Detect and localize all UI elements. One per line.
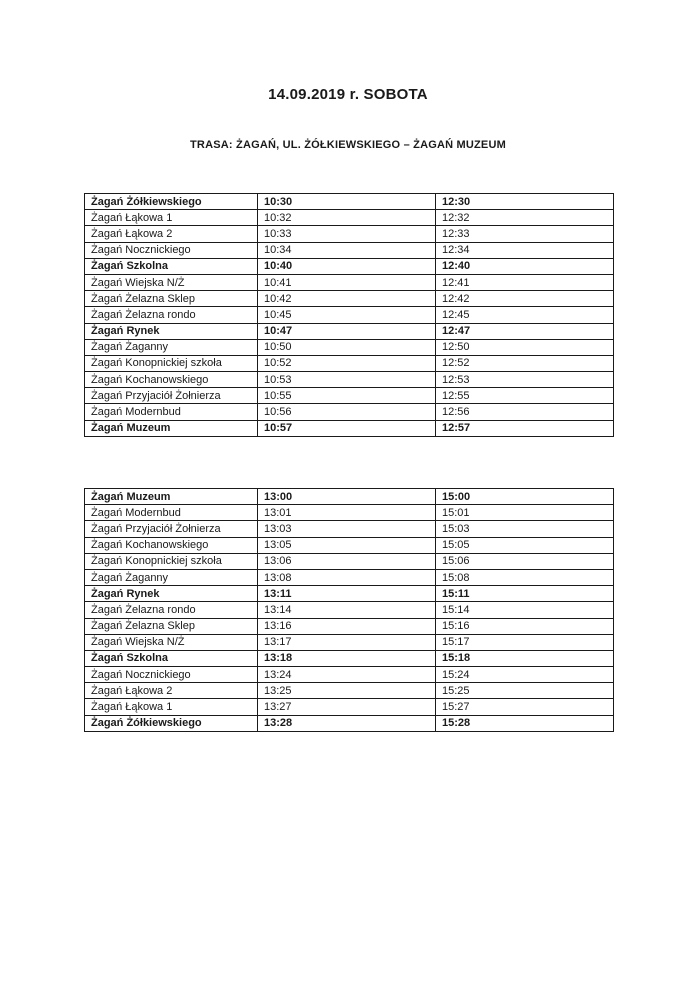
table-row [85, 226, 614, 242]
table-row [85, 291, 614, 307]
departure-time-cell: 12:33 [436, 226, 614, 242]
table-row [85, 569, 614, 585]
departure-time-cell: 10:30 [258, 194, 436, 210]
departure-time-cell: 12:42 [436, 291, 614, 307]
stop-name-cell: Żagań Konopnickiej szkoła [85, 355, 258, 371]
departure-time-cell: 15:18 [436, 650, 614, 666]
departure-time-cell: 13:00 [258, 489, 436, 505]
departure-time-cell: 10:45 [258, 307, 436, 323]
stop-name-cell: Żagań Rynek [85, 586, 258, 602]
departure-time-cell: 10:41 [258, 274, 436, 290]
departure-time-cell: 13:08 [258, 569, 436, 585]
table-row [85, 667, 614, 683]
table-row [85, 489, 614, 505]
table-row [85, 258, 614, 274]
route-subtitle: TRASA: ŻAGAŃ, UL. ŻÓŁKIEWSKIEGO – ŻAGAŃ MUZEUM [190, 139, 506, 151]
stop-name-cell: Żagań Przyjaciół Żołnierza [85, 388, 258, 404]
departure-time-cell: 10:53 [258, 372, 436, 388]
stop-name-cell: Żagań Muzeum [85, 489, 258, 505]
stop-name-cell: Żagań Łąkowa 2 [85, 683, 258, 699]
table-row [85, 323, 614, 339]
departure-time-cell: 15:08 [436, 569, 614, 585]
departure-time-cell: 15:14 [436, 602, 614, 618]
departure-time-cell: 10:42 [258, 291, 436, 307]
departure-time-cell: 13:05 [258, 537, 436, 553]
departure-time-cell: 12:32 [436, 210, 614, 226]
stop-name-cell: Żagań Modernbud [85, 404, 258, 420]
departure-time-cell: 15:11 [436, 586, 614, 602]
table-row [85, 537, 614, 553]
table-row [85, 683, 614, 699]
stop-name-cell: Żagań Żelazna rondo [85, 602, 258, 618]
departure-time-cell: 15:16 [436, 618, 614, 634]
departure-time-cell: 13:14 [258, 602, 436, 618]
departure-time-cell: 10:34 [258, 242, 436, 258]
table-row [85, 210, 614, 226]
timetable-outbound-body [85, 194, 614, 437]
departure-time-cell: 10:57 [258, 420, 436, 436]
stop-name-cell: Żagań Żelazna rondo [85, 307, 258, 323]
stop-name-cell: Żagań Nocznickiego [85, 667, 258, 683]
departure-time-cell: 10:50 [258, 339, 436, 355]
departure-time-cell: 12:55 [436, 388, 614, 404]
stop-name-cell: Żagań Kochanowskiego [85, 372, 258, 388]
table-row [85, 355, 614, 371]
departure-time-cell: 13:11 [258, 586, 436, 602]
table-row [85, 699, 614, 715]
departure-time-cell: 13:16 [258, 618, 436, 634]
table-row [85, 420, 614, 436]
table-row [85, 339, 614, 355]
table-row [85, 404, 614, 420]
departure-time-cell: 15:27 [436, 699, 614, 715]
departure-time-cell: 12:52 [436, 355, 614, 371]
stop-name-cell: Żagań Żelazna Sklep [85, 618, 258, 634]
stop-name-cell: Żagań Konopnickiej szkoła [85, 553, 258, 569]
departure-time-cell: 13:25 [258, 683, 436, 699]
stop-name-cell: Żagań Żółkiewskiego [85, 194, 258, 210]
stop-name-cell: Żagań Żaganny [85, 339, 258, 355]
departure-time-cell: 15:00 [436, 489, 614, 505]
departure-time-cell: 13:03 [258, 521, 436, 537]
stop-name-cell: Żagań Szkolna [85, 258, 258, 274]
departure-time-cell: 15:17 [436, 634, 614, 650]
stop-name-cell: Żagań Łąkowa 2 [85, 226, 258, 242]
table-row [85, 521, 614, 537]
departure-time-cell: 10:55 [258, 388, 436, 404]
timetable-return-body [85, 489, 614, 732]
stop-name-cell: Żagań Łąkowa 1 [85, 210, 258, 226]
table-row [85, 586, 614, 602]
departure-time-cell: 12:56 [436, 404, 614, 420]
stop-name-cell: Żagań Żaganny [85, 569, 258, 585]
departure-time-cell: 12:45 [436, 307, 614, 323]
table-row [85, 602, 614, 618]
departure-time-cell: 13:17 [258, 634, 436, 650]
departure-time-cell: 13:27 [258, 699, 436, 715]
departure-time-cell: 15:25 [436, 683, 614, 699]
departure-time-cell: 12:40 [436, 258, 614, 274]
departure-time-cell: 15:05 [436, 537, 614, 553]
departure-time-cell: 12:57 [436, 420, 614, 436]
stop-name-cell: Żagań Żółkiewskiego [85, 715, 258, 731]
departure-time-cell: 10:52 [258, 355, 436, 371]
departure-time-cell: 15:01 [436, 505, 614, 521]
departure-time-cell: 15:06 [436, 553, 614, 569]
departure-time-cell: 15:24 [436, 667, 614, 683]
timetable-return [84, 488, 614, 732]
table-row [85, 274, 614, 290]
table-row [85, 372, 614, 388]
table-row [85, 194, 614, 210]
departure-time-cell: 12:34 [436, 242, 614, 258]
stop-name-cell: Żagań Kochanowskiego [85, 537, 258, 553]
stop-name-cell: Żagań Wiejska N/Ż [85, 634, 258, 650]
departure-time-cell: 10:32 [258, 210, 436, 226]
departure-time-cell: 10:56 [258, 404, 436, 420]
departure-time-cell: 13:01 [258, 505, 436, 521]
table-row [85, 715, 614, 731]
departure-time-cell: 10:33 [258, 226, 436, 242]
departure-time-cell: 12:30 [436, 194, 614, 210]
table-row [85, 553, 614, 569]
departure-time-cell: 10:40 [258, 258, 436, 274]
page-title: 14.09.2019 r. SOBOTA [268, 86, 428, 103]
departure-time-cell: 13:24 [258, 667, 436, 683]
stop-name-cell: Żagań Nocznickiego [85, 242, 258, 258]
stop-name-cell: Żagań Wiejska N/Ż [85, 274, 258, 290]
stop-name-cell: Żagań Rynek [85, 323, 258, 339]
departure-time-cell: 13:18 [258, 650, 436, 666]
stop-name-cell: Żagań Muzeum [85, 420, 258, 436]
departure-time-cell: 12:47 [436, 323, 614, 339]
table-row [85, 650, 614, 666]
departure-time-cell: 12:41 [436, 274, 614, 290]
stop-name-cell: Żagań Łąkowa 1 [85, 699, 258, 715]
timetable-outbound [84, 193, 614, 437]
table-row [85, 307, 614, 323]
table-row [85, 242, 614, 258]
table-row [85, 388, 614, 404]
stop-name-cell: Żagań Modernbud [85, 505, 258, 521]
departure-time-cell: 15:28 [436, 715, 614, 731]
departure-time-cell: 10:47 [258, 323, 436, 339]
stop-name-cell: Żagań Żelazna Sklep [85, 291, 258, 307]
departure-time-cell: 12:50 [436, 339, 614, 355]
stop-name-cell: Żagań Przyjaciół Żołnierza [85, 521, 258, 537]
departure-time-cell: 12:53 [436, 372, 614, 388]
departure-time-cell: 13:28 [258, 715, 436, 731]
table-row [85, 505, 614, 521]
departure-time-cell: 13:06 [258, 553, 436, 569]
departure-time-cell: 15:03 [436, 521, 614, 537]
table-row [85, 634, 614, 650]
stop-name-cell: Żagań Szkolna [85, 650, 258, 666]
table-row [85, 618, 614, 634]
